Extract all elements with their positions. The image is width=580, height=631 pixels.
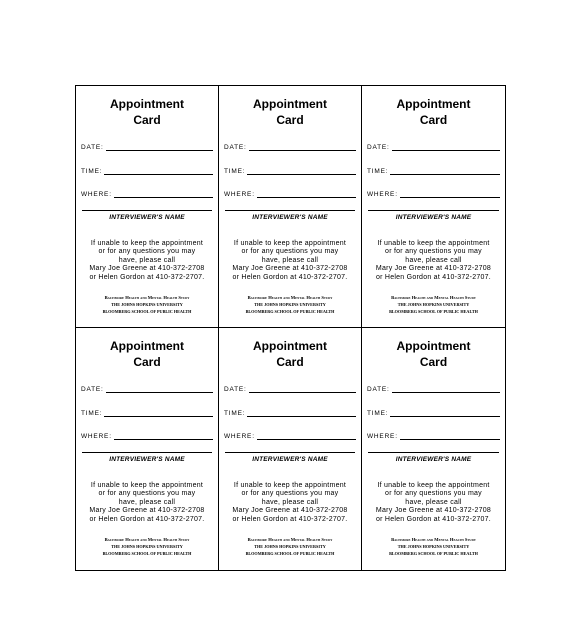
interviewer-signature-line[interactable] bbox=[225, 210, 355, 211]
where-label: WHERE: bbox=[367, 433, 398, 440]
message-line: or for any questions you may bbox=[241, 490, 339, 498]
where-label: WHERE: bbox=[81, 433, 112, 440]
time-label: TIME: bbox=[81, 168, 103, 175]
date-field[interactable] bbox=[81, 140, 213, 152]
date-label: DATE: bbox=[81, 386, 104, 393]
time-field[interactable] bbox=[224, 164, 356, 176]
time-blank-line[interactable] bbox=[390, 416, 500, 417]
card-title-line-1: Appointment bbox=[253, 339, 327, 353]
card-title-line-1: Appointment bbox=[396, 339, 471, 353]
message-line: or for any questions you may bbox=[241, 248, 339, 256]
message-line: have, please call bbox=[261, 256, 319, 264]
message-line: have, please call bbox=[405, 256, 462, 264]
message-line: Mary Joe Greene at 410-372-2708 bbox=[89, 507, 205, 515]
card-title-line-2: Card bbox=[419, 355, 448, 369]
date-label: DATE: bbox=[367, 386, 390, 393]
message-line: or Helen Gordon at 410-372-2707. bbox=[232, 515, 348, 523]
interviewer-name-label: INTERVIEWER'S NAME bbox=[252, 456, 328, 463]
time-blank-line[interactable] bbox=[247, 174, 356, 175]
appointment-card bbox=[362, 328, 505, 570]
university-name: THE JOHNS HOPKINS UNIVERSITY bbox=[254, 544, 326, 549]
card-title bbox=[362, 338, 505, 370]
time-blank-line[interactable] bbox=[390, 174, 500, 175]
card-title-line-2: Card bbox=[133, 355, 161, 369]
message-line: or for any questions you may bbox=[98, 248, 196, 256]
date-field[interactable] bbox=[224, 140, 356, 152]
where-blank-line[interactable] bbox=[257, 197, 356, 198]
card-title-line-2: Card bbox=[133, 113, 161, 127]
study-footer bbox=[362, 294, 505, 315]
time-field[interactable] bbox=[81, 406, 213, 418]
where-field[interactable] bbox=[367, 187, 500, 199]
contact-message bbox=[76, 240, 218, 282]
study-footer bbox=[76, 294, 218, 315]
date-blank-line[interactable] bbox=[106, 150, 213, 151]
card-title-line-2: Card bbox=[276, 113, 304, 127]
contact-message bbox=[219, 482, 361, 524]
message-line: If unable to keep the appointment bbox=[90, 482, 204, 489]
where-label: WHERE: bbox=[81, 191, 112, 198]
where-field[interactable] bbox=[224, 187, 356, 199]
card-title bbox=[76, 96, 218, 128]
where-label: WHERE: bbox=[224, 433, 255, 440]
card-title-line-2: Card bbox=[419, 113, 448, 127]
card-title-line-1: Appointment bbox=[110, 339, 184, 353]
where-blank-line[interactable] bbox=[257, 439, 356, 440]
interviewer-signature-line[interactable] bbox=[368, 210, 499, 211]
interviewer-name-label: INTERVIEWER'S NAME bbox=[395, 456, 472, 463]
university-name: THE JOHNS HOPKINS UNIVERSITY bbox=[111, 302, 183, 307]
contact-message bbox=[76, 482, 218, 524]
time-label: TIME: bbox=[224, 410, 246, 417]
card-title bbox=[219, 338, 361, 370]
date-field[interactable] bbox=[367, 382, 500, 394]
university-name: THE JOHNS HOPKINS UNIVERSITY bbox=[111, 544, 183, 549]
where-label: WHERE: bbox=[367, 191, 398, 198]
study-footer bbox=[219, 536, 361, 557]
school-name: BLOOMBERG SCHOOL OF PUBLIC HEALTH bbox=[245, 309, 335, 314]
time-label: TIME: bbox=[367, 168, 389, 175]
message-line: or for any questions you may bbox=[98, 490, 196, 498]
time-label: TIME: bbox=[81, 410, 103, 417]
where-field[interactable] bbox=[81, 187, 213, 199]
interviewer-signature-line[interactable] bbox=[82, 452, 212, 453]
interviewer-signature-line[interactable] bbox=[225, 452, 355, 453]
where-blank-line[interactable] bbox=[114, 439, 213, 440]
interviewer-signature-line[interactable] bbox=[82, 210, 212, 211]
study-name: Baltimore Health and Mental Health Study bbox=[104, 295, 190, 300]
time-blank-line[interactable] bbox=[104, 416, 213, 417]
study-footer bbox=[362, 536, 505, 557]
contact-message bbox=[219, 240, 361, 282]
date-field[interactable] bbox=[224, 382, 356, 394]
time-field[interactable] bbox=[224, 406, 356, 418]
card-title bbox=[219, 96, 361, 128]
message-line: or for any questions you may bbox=[385, 490, 482, 498]
message-line: Mary Joe Greene at 410-372-2708 bbox=[89, 265, 205, 273]
time-field[interactable] bbox=[367, 164, 500, 176]
date-blank-line[interactable] bbox=[106, 392, 213, 393]
appointment-card bbox=[76, 328, 219, 570]
school-name: BLOOMBERG SCHOOL OF PUBLIC HEALTH bbox=[245, 551, 335, 556]
card-title-line-2: Card bbox=[276, 355, 304, 369]
message-line: Mary Joe Greene at 410-372-2708 bbox=[375, 265, 492, 273]
time-field[interactable] bbox=[367, 406, 500, 418]
message-line: Mary Joe Greene at 410-372-2708 bbox=[232, 507, 348, 515]
where-field[interactable] bbox=[224, 429, 356, 441]
appointment-card bbox=[219, 86, 362, 328]
appointment-card-sheet bbox=[75, 85, 506, 571]
where-label: WHERE: bbox=[224, 191, 255, 198]
time-label: TIME: bbox=[224, 168, 246, 175]
where-blank-line[interactable] bbox=[114, 197, 213, 198]
time-blank-line[interactable] bbox=[247, 416, 356, 417]
message-line: have, please call bbox=[118, 498, 176, 506]
study-footer bbox=[219, 294, 361, 315]
date-blank-line[interactable] bbox=[249, 150, 356, 151]
date-blank-line[interactable] bbox=[392, 392, 500, 393]
date-blank-line[interactable] bbox=[392, 150, 500, 151]
study-footer bbox=[76, 536, 218, 557]
interviewer-name-label: INTERVIEWER'S NAME bbox=[252, 214, 328, 221]
message-line: have, please call bbox=[118, 256, 176, 264]
appointment-card bbox=[219, 328, 362, 570]
message-line: have, please call bbox=[261, 498, 319, 506]
date-field[interactable] bbox=[81, 382, 213, 394]
study-name: Baltimore Health and Mental Health Study bbox=[247, 295, 333, 300]
date-label: DATE: bbox=[367, 144, 390, 151]
message-line: Mary Joe Greene at 410-372-2708 bbox=[375, 507, 492, 515]
where-blank-line[interactable] bbox=[400, 197, 500, 198]
message-line: Mary Joe Greene at 410-372-2708 bbox=[232, 265, 348, 273]
time-label: TIME: bbox=[367, 410, 389, 417]
message-line: If unable to keep the appointment bbox=[233, 240, 347, 247]
message-line: or Helen Gordon at 410-372-2707. bbox=[375, 515, 492, 523]
contact-message bbox=[362, 240, 505, 282]
contact-message bbox=[362, 482, 505, 524]
date-label: DATE: bbox=[224, 386, 247, 393]
message-line: or Helen Gordon at 410-372-2707. bbox=[89, 273, 205, 281]
school-name: BLOOMBERG SCHOOL OF PUBLIC HEALTH bbox=[389, 551, 478, 556]
date-label: DATE: bbox=[224, 144, 247, 151]
where-field[interactable] bbox=[367, 429, 500, 441]
school-name: BLOOMBERG SCHOOL OF PUBLIC HEALTH bbox=[102, 309, 192, 314]
interviewer-name-label: INTERVIEWER'S NAME bbox=[109, 214, 185, 221]
date-field[interactable] bbox=[367, 140, 500, 152]
university-name: THE JOHNS HOPKINS UNIVERSITY bbox=[254, 302, 326, 307]
where-blank-line[interactable] bbox=[400, 439, 500, 440]
university-name: THE JOHNS HOPKINS UNIVERSITY bbox=[397, 544, 470, 549]
school-name: BLOOMBERG SCHOOL OF PUBLIC HEALTH bbox=[389, 309, 478, 314]
message-line: or Helen Gordon at 410-372-2707. bbox=[89, 515, 205, 523]
study-name: Baltimore Health and Mental Health Study bbox=[247, 537, 333, 542]
appointment-card bbox=[76, 86, 219, 328]
date-label: DATE: bbox=[81, 144, 104, 151]
message-line: If unable to keep the appointment bbox=[377, 482, 490, 489]
school-name: BLOOMBERG SCHOOL OF PUBLIC HEALTH bbox=[102, 551, 192, 556]
card-title-line-1: Appointment bbox=[253, 97, 327, 111]
interviewer-name-label: INTERVIEWER'S NAME bbox=[395, 214, 472, 221]
date-blank-line[interactable] bbox=[249, 392, 356, 393]
message-line: or Helen Gordon at 410-372-2707. bbox=[232, 273, 348, 281]
study-name: Baltimore Health and Mental Health Study bbox=[104, 537, 190, 542]
message-line: or Helen Gordon at 410-372-2707. bbox=[375, 273, 492, 281]
study-name: Baltimore Health and Mental Health Study bbox=[391, 295, 476, 300]
message-line: If unable to keep the appointment bbox=[90, 240, 204, 247]
where-field[interactable] bbox=[81, 429, 213, 441]
message-line: or for any questions you may bbox=[385, 248, 482, 256]
university-name: THE JOHNS HOPKINS UNIVERSITY bbox=[397, 302, 470, 307]
interviewer-name-label: INTERVIEWER'S NAME bbox=[109, 456, 185, 463]
card-title bbox=[362, 96, 505, 128]
card-title-line-1: Appointment bbox=[110, 97, 184, 111]
time-blank-line[interactable] bbox=[104, 174, 213, 175]
appointment-card bbox=[362, 86, 505, 328]
interviewer-signature-line[interactable] bbox=[368, 452, 499, 453]
card-title bbox=[76, 338, 218, 370]
time-field[interactable] bbox=[81, 164, 213, 176]
message-line: If unable to keep the appointment bbox=[233, 482, 347, 489]
message-line: If unable to keep the appointment bbox=[377, 240, 490, 247]
message-line: have, please call bbox=[405, 498, 462, 506]
study-name: Baltimore Health and Mental Health Study bbox=[391, 537, 476, 542]
card-title-line-1: Appointment bbox=[396, 97, 471, 111]
